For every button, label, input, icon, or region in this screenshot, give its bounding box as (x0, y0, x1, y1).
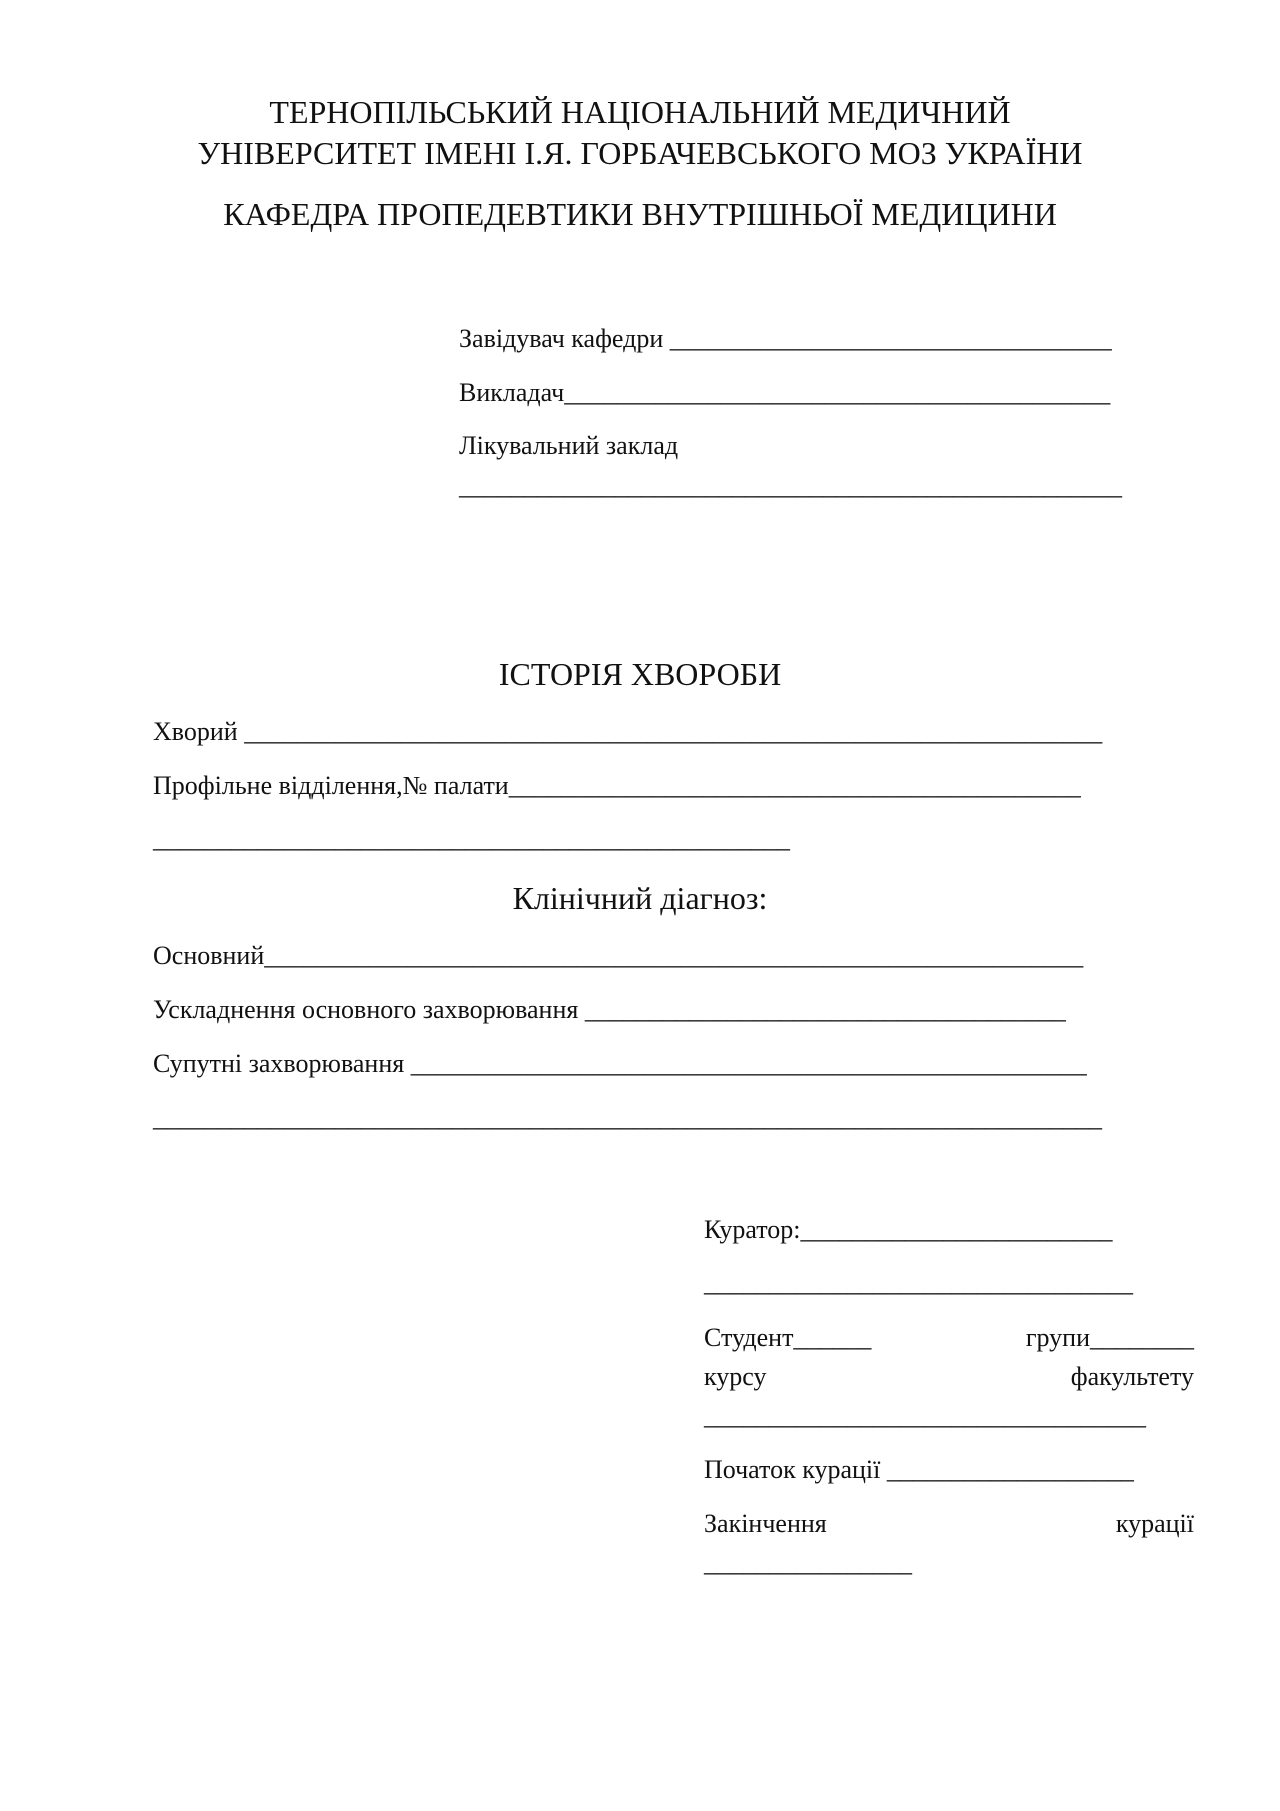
clinical-diagnosis-title: Клінічний діагноз: (512, 880, 768, 916)
ward-blank: _________________________________________________ (153, 824, 790, 853)
university-name-line1: ТЕРНОПІЛЬСЬКИЙ НАЦІОНАЛЬНИЙ МЕДИЧНИЙ (269, 94, 1011, 130)
curator-field: Куратор:________________________ (704, 1215, 1113, 1244)
curation-end-blank: ________________ (704, 1548, 912, 1577)
facility-label: Лікувальний заклад (459, 431, 679, 460)
head-of-department-field: Завідувач кафедри __________________________________ (459, 324, 1112, 353)
concomitant-diseases-field: Супутні захворювання ____________________________________________________ (153, 1049, 1087, 1078)
curation-end-label: Закінчення (704, 1509, 827, 1538)
curation-end-word: курації (1115, 1509, 1194, 1538)
ward-field: Профільне відділення,№ палати____________________________________________ (153, 771, 1081, 800)
main-diagnosis-field: Основний_______________________________________________________________ (153, 941, 1084, 970)
department-name: КАФЕДРА ПРОПЕДЕВТИКИ ВНУТРІШНЬОЇ МЕДИЦИНИ (223, 196, 1057, 232)
course-label: курсу (704, 1362, 767, 1391)
concomitant-extra-blank: _________________________________________________________________________ (153, 1103, 1102, 1132)
case-history-title: ІСТОРІЯ ХВОРОБИ (498, 656, 782, 692)
faculty-blank: __________________________________ (704, 1401, 1146, 1430)
patient-field: Хворий __________________________________________________________________ (153, 717, 1103, 746)
faculty-label: факультету (1070, 1362, 1194, 1391)
course-faculty-row (704, 1364, 1194, 1390)
group-field: групи________ (1025, 1323, 1194, 1352)
curator-blank: _________________________________ (704, 1268, 1133, 1297)
curation-end-row (704, 1511, 1194, 1537)
curation-start-field: Початок курації ___________________ (704, 1455, 1134, 1484)
university-name-line2: УНІВЕРСИТЕТ ІМЕНІ І.Я. ГОРБАЧЕВСЬКОГО МОЗ УКРАЇНИ (197, 135, 1083, 171)
student-field: Студент______ (704, 1323, 872, 1352)
teacher-field: Викладач__________________________________________ (459, 378, 1111, 407)
complications-field: Ускладнення основного захворювання _____________________________________ (153, 995, 1066, 1024)
student-group-row (704, 1325, 1194, 1351)
facility-blank: ___________________________________________________ (459, 471, 1122, 500)
